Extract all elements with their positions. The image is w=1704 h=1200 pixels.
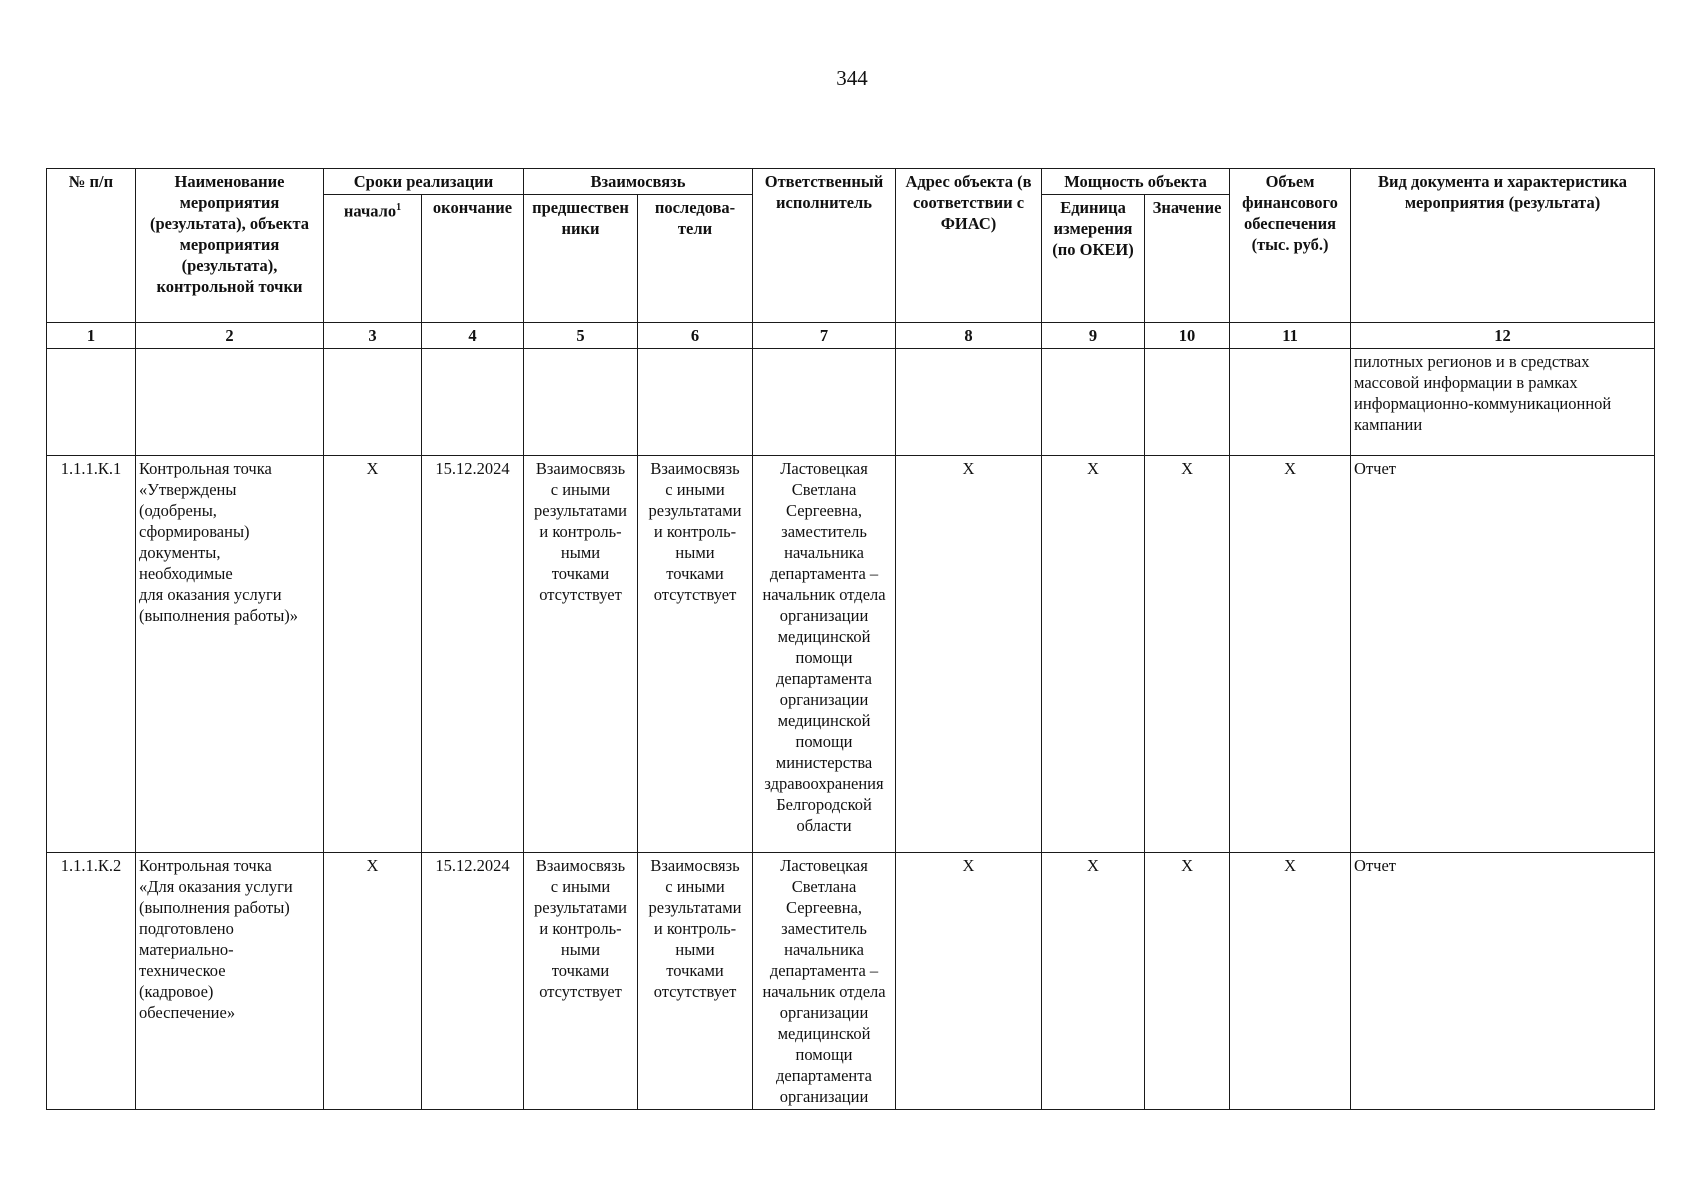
cell-name: Контрольная точка «Утверждены (одобрены, сформированы) документы, необходимые для оказания услуги (выполнения работы)» bbox=[136, 456, 324, 853]
column-number: 12 bbox=[1351, 323, 1655, 349]
header-successors: последова- тели bbox=[638, 195, 753, 323]
table-row bbox=[47, 853, 1655, 1110]
column-number: 2 bbox=[136, 323, 324, 349]
cell-doc-continuation: пилотных регионов и в средствах массовой информации в рамках информационно-коммуникационной кампании bbox=[1351, 349, 1655, 456]
cell-empty bbox=[896, 349, 1042, 456]
column-number: 7 bbox=[753, 323, 896, 349]
header-capacity: Мощность объекта bbox=[1042, 169, 1230, 195]
header-value: Значение bbox=[1145, 195, 1230, 323]
header-start bbox=[324, 195, 422, 323]
cell-finance: Х bbox=[1230, 853, 1351, 1110]
cell-start: Х bbox=[324, 853, 422, 1110]
table-row bbox=[47, 456, 1655, 853]
control-points-table bbox=[46, 168, 1655, 1110]
cell-unit: Х bbox=[1042, 853, 1145, 1110]
cell-address: Х bbox=[896, 456, 1042, 853]
cell-predecessors: Взаимосвязь с иными результатами и контроль- ными точками отсутствует bbox=[524, 456, 638, 853]
column-number: 9 bbox=[1042, 323, 1145, 349]
cell-num: 1.1.1.К.2 bbox=[47, 853, 136, 1110]
header-unit: Единица измерения (по ОКЕИ) bbox=[1042, 195, 1145, 323]
footnote-mark: 1 bbox=[396, 202, 402, 213]
header-end: окончание bbox=[422, 195, 524, 323]
cell-value: Х bbox=[1145, 456, 1230, 853]
column-number: 3 bbox=[324, 323, 422, 349]
column-number: 11 bbox=[1230, 323, 1351, 349]
header-address: Адрес объекта (в соответствии с ФИАС) bbox=[896, 169, 1042, 323]
cell-successors: Взаимосвязь с иными результатами и контроль- ными точками отсутствует bbox=[638, 853, 753, 1110]
column-number: 8 bbox=[896, 323, 1042, 349]
cell-empty bbox=[638, 349, 753, 456]
header-doc-type: Вид документа и характеристика мероприятия (результата) bbox=[1351, 169, 1655, 323]
header-finance: Объем финансового обеспечения (тыс. руб.) bbox=[1230, 169, 1351, 323]
header-terms: Сроки реализации bbox=[324, 169, 524, 195]
column-number: 5 bbox=[524, 323, 638, 349]
header-row-1 bbox=[47, 169, 1655, 195]
column-number-row bbox=[47, 323, 1655, 349]
header-executor: Ответственный исполнитель bbox=[753, 169, 896, 323]
cell-empty bbox=[324, 349, 422, 456]
cell-empty bbox=[753, 349, 896, 456]
column-number: 6 bbox=[638, 323, 753, 349]
cell-empty bbox=[1145, 349, 1230, 456]
header-relation: Взаимосвязь bbox=[524, 169, 753, 195]
cell-start: Х bbox=[324, 456, 422, 853]
column-number: 4 bbox=[422, 323, 524, 349]
cell-unit: Х bbox=[1042, 456, 1145, 853]
cell-empty bbox=[524, 349, 638, 456]
cell-address: Х bbox=[896, 853, 1042, 1110]
cell-executor: Ластовецкая Светлана Сергеевна, заместитель начальника департамента – начальник отдела организации медицинской помощи департамента организации bbox=[753, 853, 896, 1110]
cell-empty bbox=[136, 349, 324, 456]
column-number: 1 bbox=[47, 323, 136, 349]
cell-doc: Отчет bbox=[1351, 853, 1655, 1110]
table-row-continuation bbox=[47, 349, 1655, 456]
cell-empty bbox=[47, 349, 136, 456]
cell-empty bbox=[1230, 349, 1351, 456]
cell-finance: Х bbox=[1230, 456, 1351, 853]
header-name: Наименование мероприятия (результата), объекта мероприятия (результата), контрольной точки bbox=[136, 169, 324, 323]
cell-executor: Ластовецкая Светлана Сергеевна, заместитель начальника департамента – начальник отдела организации медицинской помощи департамента организации медицинской помощи министерства здравоохранения Белгородской области bbox=[753, 456, 896, 853]
cell-end: 15.12.2024 bbox=[422, 853, 524, 1110]
cell-name: Контрольная точка «Для оказания услуги (выполнения работы) подготовлено материально- техническое (кадровое) обеспечение» bbox=[136, 853, 324, 1110]
cell-empty bbox=[1042, 349, 1145, 456]
cell-doc: Отчет bbox=[1351, 456, 1655, 853]
header-start-label: начало bbox=[343, 201, 397, 221]
column-number: 10 bbox=[1145, 323, 1230, 349]
header-num: № п/п bbox=[47, 169, 136, 323]
cell-predecessors: Взаимосвязь с иными результатами и контроль- ными точками отсутствует bbox=[524, 853, 638, 1110]
cell-end: 15.12.2024 bbox=[422, 456, 524, 853]
cell-value: Х bbox=[1145, 853, 1230, 1110]
page-number: 344 bbox=[836, 66, 868, 90]
cell-successors: Взаимосвязь с иными результатами и контроль- ными точками отсутствует bbox=[638, 456, 753, 853]
cell-num: 1.1.1.К.1 bbox=[47, 456, 136, 853]
header-predecessors: предшествен ники bbox=[524, 195, 638, 323]
cell-empty bbox=[422, 349, 524, 456]
